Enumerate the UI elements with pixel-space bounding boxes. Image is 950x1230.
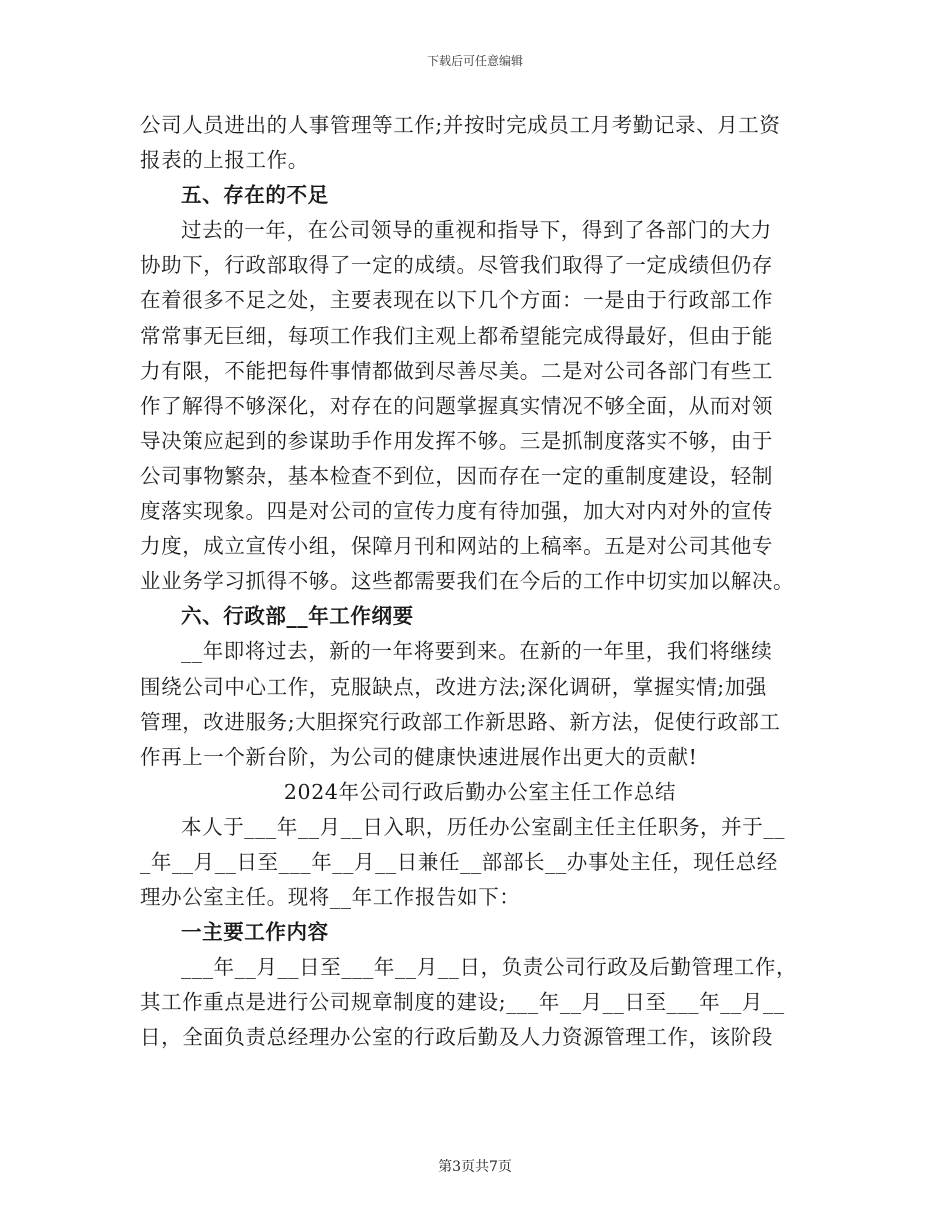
text-line: 日，全面负责总经理办公室的行政后勤及人力资源管理工作，该阶段 — [140, 1025, 773, 1050]
text-line: 业业务学习抓得不够。这些都需要我们在今后的工作中切实加以解决。 — [140, 569, 795, 594]
text-line: 协助下，行政部取得了一定的成绩。尽管我们取得了一定成绩但仍存 — [140, 253, 773, 278]
text-line: 作再上一个新台阶，为公司的健康快速进展作出更大的贡献! — [140, 744, 698, 769]
text-line: 管理，改进服务;大胆探究行政部工作新思路、新方法，促使行政部工 — [140, 709, 781, 734]
text-line: 公司人员进出的人事管理等工作;并按时完成员工月考勤记录、月工资 — [140, 113, 781, 137]
text-line: 理办公室主任。现将__年工作报告如下： — [140, 885, 521, 910]
text-line: 力度，成立宣传小组，保障月刊和网站的上稿率。五是对公司其他专 — [140, 534, 773, 559]
text-line: __年即将过去，新的一年将要到来。在新的一年里，我们将继续 — [181, 639, 773, 664]
text-line: 作了解得不够深化，对存在的问题掌握真实情况不够全面，从而对领 — [140, 393, 773, 418]
text-line: 过去的一年，在公司领导的重视和指导下，得到了各部门的大力 — [181, 218, 772, 243]
text-line: 度落实现象。四是对公司的宣传力度有待加强，加大对内对外的宣传 — [140, 499, 773, 524]
text-line: 导决策应起到的参谋助手作用发挥不够。三是抓制度落实不够，由于 — [140, 428, 773, 453]
section-heading: 五、存在的不足 — [181, 183, 329, 208]
text-line: 在着很多不足之处，主要表现在以下几个方面：一是由于行政部工作 — [140, 288, 773, 313]
document-body — [140, 108, 820, 1056]
page-footer: 第3页共7页 — [438, 1159, 512, 1175]
text-line: _年__月__日至___年__月__日兼任__部部长__办事处主任，现任总经 — [140, 849, 778, 874]
section-heading: 一主要工作内容 — [181, 920, 329, 945]
text-line: 常常事无巨细，每项工作我们主观上都希望能完成得最好，但由于能 — [140, 323, 773, 348]
document-title: 2024年公司行政后勤办公室主任工作总结 — [283, 779, 677, 804]
text-line: 报表的上报工作。 — [140, 148, 309, 173]
text-line: 围绕公司中心工作，克服缺点，改进方法;深化调研，掌握实情;加强 — [140, 674, 767, 699]
text-line: 力有限，不能把每件事情都做到尽善尽美。二是对公司各部门有些工 — [140, 358, 773, 383]
text-line: 本人于___年__月__日入职，历任办公室副主任主任职务，并于__ — [181, 814, 786, 839]
text-line: 公司事物繁杂，基本检查不到位，因而存在一定的重制度建设，轻制 — [140, 463, 773, 488]
text-line: ___年__月__日至___年__月__日，负责公司行政及后勤管理工作， — [181, 955, 798, 980]
page-header: 下载后可任意编辑 — [426, 54, 523, 68]
text-line: 其工作重点是进行公司规章制度的建设;___年__月__日至___年__月__ — [140, 990, 785, 1015]
section-heading: 六、行政部__年工作纲要 — [181, 604, 414, 629]
